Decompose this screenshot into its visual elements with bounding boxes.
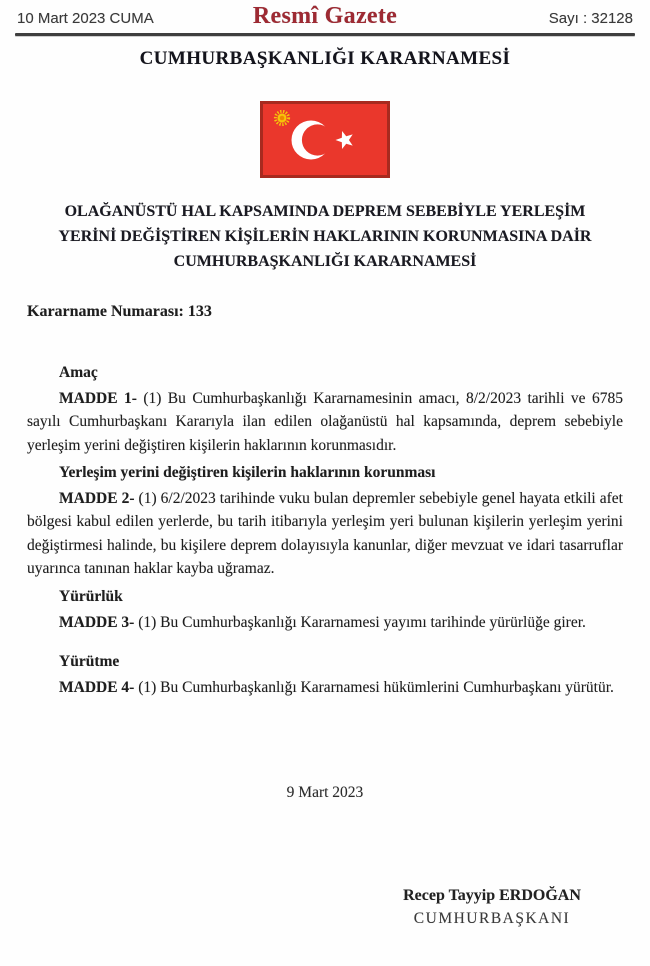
article-2-text: (1) 6/2/2023 tarihinde vuku bulan depremler sebebiyle genel hayata etkili afet bölgesi kabul edilen yerlerde, bu tarih itibarıyla yerleşim yeri bulunan kişilerin yerleşim yerini değiştirmesi halinde, bu kişilere deprem dolayısıyla kanunlar, diğer mevzuat ve idari tasarruflar uyarınca tanınan haklar kayba uğramaz.: [27, 489, 623, 577]
decree-date: 9 Mart 2023: [286, 784, 364, 801]
article-1-label: MADDE 1-: [59, 389, 137, 407]
article-2-label: MADDE 2-: [59, 489, 135, 507]
decree-title-line-1: OLAĞANÜSTÜ HAL KAPSAMINDA DEPREM SEBEBİYLE YERLEŞİM: [64, 203, 586, 220]
gazette-title: Resmî Gazete: [252, 3, 398, 29]
article-4-label: MADDE 4-: [59, 678, 135, 696]
section-heading: Yürürlük: [59, 588, 123, 605]
article-3-text: (1) Bu Cumhurbaşkanlığı Kararnamesi yayımı tarihinde yürürlüğe girer.: [134, 613, 586, 631]
section-haklar: [27, 461, 623, 581]
article-1-text: (1) Bu Cumhurbaşkanlığı Kararnamesinin amacı, 8/2/2023 tarihli ve 6785 sayılı Cumhurbaşkanı Kararıyla ilan edilen olağanüstü hal kapsamında, deprem sebebiyle yerleşim yerini değiştiren kişilerin haklarının korunmasıdır.: [27, 389, 623, 454]
decree-title-line-3: CUMHURBAŞKANLIĞI KARARNAMESİ: [173, 253, 477, 270]
section-heading: Yürütme: [59, 653, 120, 670]
article-4: [27, 676, 623, 700]
decree-number: Kararname Numarası: 133: [27, 303, 212, 320]
section-heading: Amaç: [59, 364, 98, 381]
section-yururluk: [27, 585, 623, 634]
header-rule: [15, 33, 635, 36]
doc-type-heading: CUMHURBAŞKANLIĞI KARARNAMESİ: [139, 48, 511, 69]
article-3-label: MADDE 3-: [59, 613, 135, 631]
section-heading: Yerleşim yerini değiştiren kişilerin haklarının korunması: [59, 464, 436, 481]
article-2: [27, 487, 623, 581]
signature-block: [366, 887, 618, 928]
decree-title-line-2: YERİNİ DEĞİŞTİREN KİŞİLERİN HAKLARININ KORUNMASINA DAİR: [58, 228, 592, 245]
article-3: [27, 611, 623, 635]
signature-name: Recep Tayyip ERDOĞAN: [403, 887, 581, 904]
decree-title: [40, 199, 610, 274]
article-4-text: (1) Bu Cumhurbaşkanlığı Kararnamesi hükümlerini Cumhurbaşkanı yürütür.: [134, 678, 614, 696]
issue-number: Sayı : 32128: [548, 10, 633, 27]
article-1: [27, 387, 623, 458]
section-amac: [27, 361, 623, 457]
header-date: 10 Mart 2023 CUMA: [17, 10, 154, 27]
signature-title: CUMHURBAŞKANI: [413, 910, 571, 927]
turkish-presidential-flag-image: [260, 101, 390, 178]
section-yurutme: [27, 650, 623, 699]
